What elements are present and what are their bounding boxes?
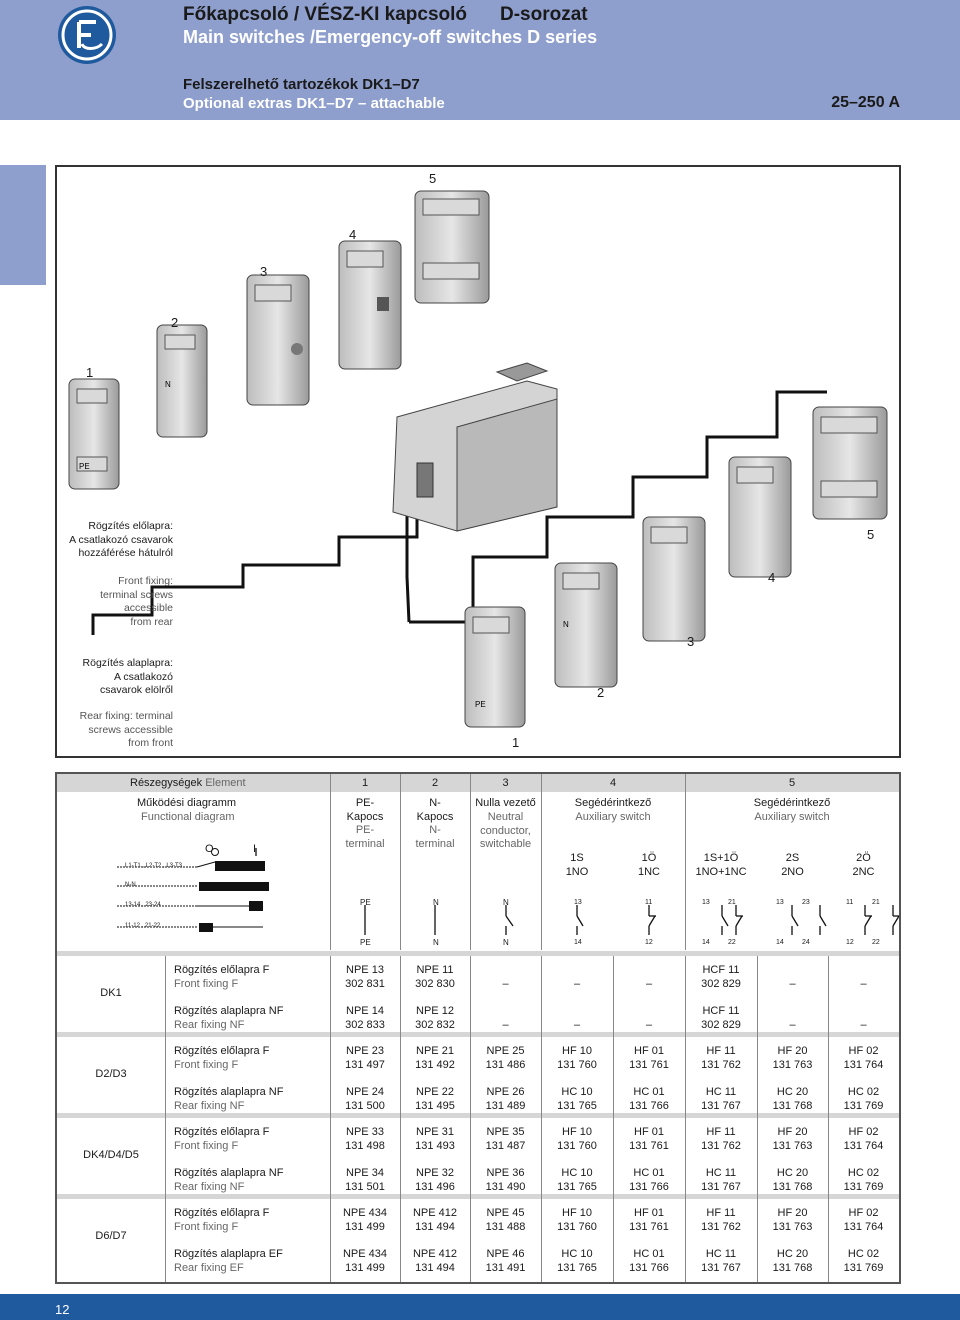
order-number: 302 833	[345, 1019, 385, 1031]
order-number: 131 498	[345, 1140, 385, 1152]
type-code: HF 10	[562, 1045, 592, 1057]
type-code: HC 20	[776, 1086, 809, 1098]
type-code: NPE 34	[346, 1167, 384, 1179]
fixing-label-en: Front fixing F	[174, 1140, 239, 1152]
order-number: 131 761	[629, 1059, 669, 1071]
order-number: –	[573, 978, 581, 990]
bottom-number-3: 3	[687, 634, 695, 649]
fixing-label-hu: Rögzítés alaplapra NF	[174, 1086, 284, 1098]
order-number: 131 765	[557, 1181, 597, 1193]
order-number: 131 761	[629, 1140, 669, 1152]
c4-symbol-top-a: 13	[776, 899, 784, 906]
svg-text:PE: PE	[475, 700, 486, 709]
order-number: 131 489	[485, 1100, 526, 1112]
fixing-label-hu: Rögzítés előlapra F	[174, 1126, 270, 1138]
order-number: 131 767	[701, 1262, 741, 1274]
type-code: NPE 434	[342, 1207, 388, 1219]
c1-symbol-top: 13	[574, 899, 582, 906]
module-top-4	[339, 241, 401, 369]
c3-symbol-top-a: 13	[702, 899, 710, 906]
type-code: NPE 14	[346, 1005, 384, 1017]
order-number: –	[645, 1019, 653, 1031]
caption-rear-en: Rear fixing: terminal screws accessible from front	[79, 710, 173, 749]
order-number: 131 766	[629, 1262, 669, 1274]
order-number: 302 829	[701, 978, 741, 990]
order-number: 131 766	[629, 1100, 669, 1112]
type-code: HC 20	[776, 1248, 809, 1260]
module-bottom-4	[729, 457, 791, 577]
caption-front-hu: Rögzítés előlapra: A csatlakozó csavarok hozzáférése hátulról	[69, 520, 173, 559]
top-number-5: 5	[429, 171, 437, 186]
type-code: NPE 12	[416, 1005, 454, 1017]
diagram-i-label: I	[253, 843, 257, 855]
order-number: 131 494	[415, 1221, 455, 1233]
top-number-3: 3	[260, 264, 268, 279]
bottom-number-5: 5	[867, 527, 875, 542]
order-number: 131 496	[415, 1181, 455, 1193]
diagram-row-3: 13-14 , 23-24	[125, 902, 161, 908]
order-number: –	[860, 978, 867, 990]
type-code: HF 10	[562, 1126, 592, 1138]
ns-symbol-bottom: N	[503, 938, 509, 947]
module-bottom-2	[555, 563, 617, 687]
type-code: NPE 25	[486, 1045, 525, 1057]
order-number: 131 487	[485, 1140, 526, 1152]
order-number: 131 490	[485, 1181, 526, 1193]
order-number: 131 760	[557, 1059, 597, 1071]
type-code: NPE 26	[486, 1086, 525, 1098]
col-number-3: 3	[502, 777, 509, 789]
type-code: NPE 434	[342, 1248, 388, 1260]
type-code: NPE 46	[486, 1248, 525, 1260]
type-code: HF 11	[706, 1207, 736, 1219]
type-code: HF 10	[562, 1207, 592, 1219]
fixing-label-en: Front fixing F	[174, 978, 239, 990]
order-number: 131 762	[701, 1221, 741, 1233]
order-number: 131 769	[843, 1262, 884, 1274]
type-code: HCF 11	[702, 1005, 740, 1017]
type-code: NPE 21	[416, 1045, 454, 1057]
diagram-row-4: 11-12 , 21-22	[125, 923, 161, 929]
order-number: 131 491	[485, 1262, 526, 1274]
svg-text:PE: PE	[79, 462, 90, 471]
fixing-label-hu: Rögzítés előlapra F	[174, 1045, 270, 1057]
c2-symbol-bottom: 12	[645, 939, 653, 946]
order-number: 131 764	[843, 1059, 884, 1071]
n-header-en: N- terminal	[415, 824, 455, 850]
order-number: 131 760	[557, 1221, 597, 1233]
c5-symbol-top-a: 11	[846, 899, 854, 906]
type-code: HC 20	[776, 1167, 809, 1179]
top-number-2: 2	[171, 315, 179, 330]
contact-type-3: 1S+1Ö 1NO+1NC	[695, 852, 747, 878]
separator	[57, 1032, 899, 1037]
caption-rear-hu: Rögzítés alaplapra: A csatlakozó csavarok elölről	[82, 657, 173, 696]
order-number: 131 764	[843, 1140, 884, 1152]
contact-symbols	[330, 892, 899, 947]
fixing-label-en: Rear fixing NF	[174, 1019, 245, 1031]
diagram-label-en: Functional diagram	[141, 811, 235, 823]
order-number: 131 499	[345, 1221, 385, 1233]
top-number-1: 1	[86, 365, 94, 380]
order-number: 131 768	[772, 1181, 813, 1193]
type-code: NPE 412	[412, 1207, 458, 1219]
fixing-label-hu: Rögzítés előlapra F	[174, 1207, 270, 1219]
diagram-row-2: N-N	[125, 882, 136, 888]
fixing-label-hu: Rögzítés alaplapra NF	[174, 1005, 284, 1017]
page-number: 12	[55, 1302, 70, 1317]
type-code: HCF 11	[702, 964, 740, 976]
order-number: 131 499	[345, 1262, 385, 1274]
contact-type-5: 2Ö 2NC	[852, 852, 875, 878]
top-number-4: 4	[349, 227, 357, 242]
aux-header-hu: Segédérintkező	[574, 797, 652, 809]
type-code: NPE 24	[346, 1086, 384, 1098]
contact-type-1: 1S 1NO	[565, 852, 589, 878]
type-code: HC 02	[847, 1167, 880, 1179]
type-code: NPE 13	[346, 964, 384, 976]
diagram-label-hu: Működési diagramm	[137, 797, 237, 809]
order-number: 131 763	[772, 1221, 813, 1233]
contact-type-4: 2S 2NO	[781, 852, 804, 878]
type-code: NPE 45	[486, 1207, 525, 1219]
order-number: 131 762	[701, 1059, 741, 1071]
order-number: –	[789, 978, 796, 990]
n-header-hu: N- Kapocs	[416, 797, 454, 823]
type-code: HF 01	[634, 1045, 664, 1057]
order-number: 131 763	[772, 1059, 813, 1071]
module-top-1	[69, 379, 119, 489]
type-code: HF 02	[848, 1045, 879, 1057]
n-symbol-top: N	[433, 898, 439, 907]
module-top-2	[157, 325, 207, 437]
neutral-header-hu: Nulla vezető	[475, 797, 536, 809]
ns-symbol-top: N	[503, 898, 509, 907]
type-code: HC 01	[633, 1086, 665, 1098]
type-code: HF 02	[848, 1207, 879, 1219]
order-number: 302 830	[415, 978, 455, 990]
module-bottom-1	[465, 607, 525, 727]
type-code: NPE 23	[346, 1045, 384, 1057]
subtitle-hu: Felszerelhető tartozékok DK1–D7	[183, 76, 420, 93]
order-number: 131 765	[557, 1262, 597, 1274]
type-code: HF 02	[848, 1126, 879, 1138]
order-number: 131 766	[629, 1181, 669, 1193]
order-number: 131 768	[772, 1100, 813, 1112]
order-number: –	[789, 1019, 796, 1031]
type-code: HF 11	[706, 1126, 736, 1138]
type-code: HC 10	[561, 1086, 593, 1098]
bottom-number-1: 1	[512, 735, 520, 750]
type-code: NPE 412	[412, 1248, 458, 1260]
caption-front-en: Front fixing: terminal screws accessible from rear	[100, 575, 173, 628]
page-header	[0, 0, 960, 120]
group-name: D6/D7	[95, 1230, 127, 1242]
c5-symbol-top-b: 21	[872, 899, 880, 906]
order-number: 131 495	[415, 1100, 455, 1112]
pe-header-en: PE- terminal	[345, 824, 385, 850]
order-number: 131 763	[772, 1140, 813, 1152]
order-number: 131 492	[415, 1059, 455, 1071]
type-code: HC 10	[561, 1167, 593, 1179]
type-code: NPE 11	[416, 964, 454, 976]
diagram-o-label: O	[205, 843, 214, 855]
order-number: 131 486	[485, 1059, 526, 1071]
order-number: 131 761	[629, 1221, 669, 1233]
order-number: 131 769	[843, 1100, 884, 1112]
type-code: NPE 33	[346, 1126, 384, 1138]
logo-icon	[58, 6, 116, 64]
main-switch	[393, 363, 557, 531]
side-tab	[0, 165, 46, 285]
fixing-label-en: Front fixing F	[174, 1059, 239, 1071]
c5-symbol-bottom-b: 22	[872, 939, 880, 946]
type-code: HF 01	[634, 1126, 664, 1138]
aux2-header-hu: Segédérintkező	[753, 797, 831, 809]
aux-header-en: Auxiliary switch	[575, 811, 651, 823]
accessories-table	[55, 772, 901, 1284]
order-number: 131 767	[701, 1181, 741, 1193]
c4-symbol-bottom-a: 14	[776, 939, 784, 946]
order-number: –	[502, 1019, 509, 1031]
type-code: HC 02	[847, 1086, 880, 1098]
fixing-label-hu: Rögzítés alaplapra EF	[174, 1248, 283, 1260]
series-label: D-sorozat	[500, 4, 588, 25]
col-number-2: 2	[431, 777, 439, 789]
title-hu: Főkapcsoló / VÉSZ-KI kapcsoló D-sorozat	[183, 4, 588, 25]
type-code: HC 01	[633, 1248, 665, 1260]
group-name: DK1	[100, 987, 122, 999]
fixing-label-en: Rear fixing NF	[174, 1100, 245, 1112]
c5-symbol-bottom-a: 12	[846, 939, 854, 946]
order-number: 131 760	[557, 1140, 597, 1152]
order-number: 131 765	[557, 1100, 597, 1112]
c2-symbol-top: 11	[645, 899, 653, 906]
type-code: HF 20	[777, 1126, 808, 1138]
separator	[57, 1194, 899, 1199]
col-number-1: 1	[361, 777, 369, 789]
order-number: 131 768	[772, 1262, 813, 1274]
order-number: –	[502, 978, 509, 990]
order-number: 131 767	[701, 1100, 741, 1112]
type-code: NPE 36	[486, 1167, 525, 1179]
title-en: Main switches /Emergency-off switches D series	[183, 27, 598, 47]
svg-text:N: N	[563, 620, 569, 629]
page-footer	[0, 1294, 960, 1320]
type-code: HF 01	[634, 1207, 664, 1219]
subtitle-en: Optional extras DK1–D7 – attachable	[183, 95, 445, 112]
order-number: 131 488	[485, 1221, 526, 1233]
order-number: 131 764	[843, 1221, 884, 1233]
type-code: NPE 22	[416, 1086, 454, 1098]
c3-symbol-top-b: 21	[728, 899, 736, 906]
c3-symbol-bottom-a: 14	[702, 939, 710, 946]
order-number: 131 497	[345, 1059, 385, 1071]
product-figure	[55, 165, 901, 758]
order-number: –	[645, 978, 653, 990]
type-code: NPE 35	[486, 1126, 525, 1138]
element-label: Részegységek Element	[130, 777, 246, 789]
type-code: NPE 31	[416, 1126, 454, 1138]
order-number: 131 494	[415, 1262, 455, 1274]
order-number: 131 769	[843, 1181, 884, 1193]
current-range: 25–250 A	[831, 94, 900, 111]
type-code: HF 20	[777, 1045, 808, 1057]
type-code: NPE 32	[416, 1167, 454, 1179]
pe-header-hu: PE- Kapocs	[346, 797, 384, 823]
fixing-label-en: Front fixing F	[174, 1221, 239, 1233]
separator	[57, 1113, 899, 1118]
diagram-row-1: L1-T1 , L2-T2 , L3-T3	[125, 863, 183, 869]
svg-text:N: N	[165, 380, 171, 389]
c3-symbol-bottom-b: 22	[728, 939, 736, 946]
pe-symbol-bottom: PE	[360, 938, 371, 947]
aux2-header-en: Auxiliary switch	[754, 811, 830, 823]
order-number: 131 501	[345, 1181, 385, 1193]
order-number: 302 829	[701, 1019, 741, 1031]
group-name: D2/D3	[95, 1068, 127, 1080]
module-top-3	[247, 275, 309, 405]
group-name: DK4/D4/D5	[83, 1149, 139, 1161]
type-code: HF 20	[777, 1207, 808, 1219]
accessories-illustration	[57, 167, 899, 756]
fixing-label-hu: Rögzítés alaplapra NF	[174, 1167, 284, 1179]
fixing-label-en: Rear fixing EF	[174, 1262, 244, 1274]
order-number: 302 832	[415, 1019, 455, 1031]
bottom-number-4: 4	[768, 570, 776, 585]
company-logo	[58, 6, 116, 64]
order-number: –	[573, 1019, 581, 1031]
type-code: HC 11	[705, 1248, 737, 1260]
order-number: 131 500	[345, 1100, 385, 1112]
c1-symbol-bottom: 14	[574, 939, 582, 946]
module-top-5	[415, 191, 489, 303]
type-code: HF 11	[706, 1045, 736, 1057]
c4-symbol-bottom-b: 24	[802, 939, 810, 946]
type-code: HC 01	[633, 1167, 665, 1179]
bottom-number-2: 2	[597, 685, 605, 700]
neutral-header-en: Neutral conductor, switchable	[479, 811, 532, 850]
fixing-label-hu: Rögzítés előlapra F	[174, 964, 270, 976]
type-code: HC 11	[705, 1167, 737, 1179]
order-number: –	[860, 1019, 867, 1031]
col-number-4: 4	[609, 777, 617, 789]
type-code: HC 11	[705, 1086, 737, 1098]
module-bottom-5	[813, 407, 887, 519]
col-number-5: 5	[788, 777, 796, 789]
order-number: 131 493	[415, 1140, 455, 1152]
order-number: 131 762	[701, 1140, 741, 1152]
type-code: HC 10	[561, 1248, 593, 1260]
contact-type-2: 1Ö 1NC	[637, 852, 660, 878]
order-number: 302 831	[345, 978, 385, 990]
module-bottom-3	[643, 517, 705, 641]
c4-symbol-top-b: 23	[802, 899, 810, 906]
pe-symbol-top: PE	[360, 898, 371, 907]
type-code: HC 02	[847, 1248, 880, 1260]
n-symbol-bottom: N	[433, 938, 439, 947]
fixing-label-en: Rear fixing NF	[174, 1181, 245, 1193]
separator	[57, 951, 899, 956]
